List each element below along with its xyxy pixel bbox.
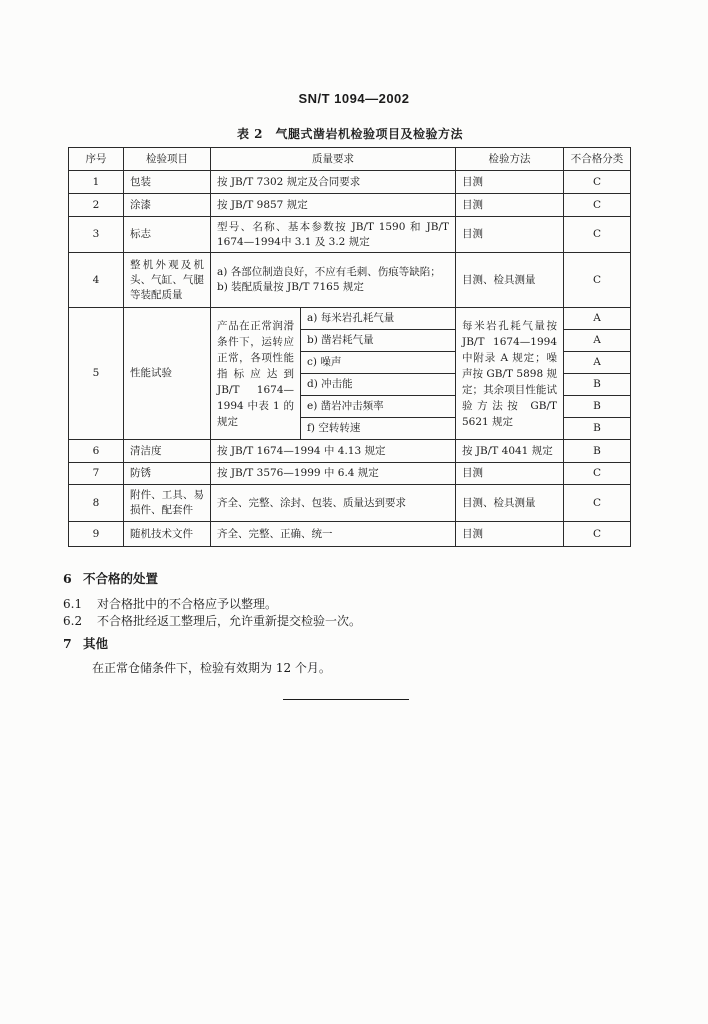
cell-requirement: 齐全、完整、涂封、包装、质量达到要求 (211, 485, 456, 522)
clause-text: 对合格批中的不合格应予以整理。 (97, 597, 278, 611)
cell-requirement (211, 253, 456, 308)
cell-item: 包装 (124, 171, 211, 194)
cell-method: 目测 (456, 463, 564, 485)
cell-class: B (564, 418, 631, 440)
cell-item: 随机技术文件 (124, 522, 211, 547)
table-header-row (69, 148, 631, 171)
cell-no: 6 (69, 440, 124, 463)
cell-class: C (564, 522, 631, 547)
cell-no: 1 (69, 171, 124, 194)
cell-class: B (564, 440, 631, 463)
inspection-table (68, 147, 631, 547)
cell-no: 4 (69, 253, 124, 308)
section-6-heading (63, 569, 158, 587)
cell-item: 标志 (124, 217, 211, 253)
cell-sub-item: c) 噪声 (301, 352, 456, 374)
table-row (69, 463, 631, 485)
cell-class: B (564, 396, 631, 418)
clause-text: 不合格批经返工整理后，允许重新提交检验一次。 (97, 614, 362, 628)
cell-requirement: 按 JB/T 9857 规定 (211, 194, 456, 217)
cell-requirement: 齐全、完整、正确、统一 (211, 522, 456, 547)
cell-class: C (564, 253, 631, 308)
cell-class: C (564, 171, 631, 194)
cell-sub-item: d) 冲击能 (301, 374, 456, 396)
cell-requirement: 按 JB/T 7302 规定及合同要求 (211, 171, 456, 194)
cell-sub-item: a) 每米岩孔耗气量 (301, 308, 456, 330)
table-row (69, 217, 631, 253)
cell-item: 涂漆 (124, 194, 211, 217)
cell-method: 目测 (456, 217, 564, 253)
cell-requirement: 按 JB/T 3576—1999 中 6.4 规定 (211, 463, 456, 485)
cell-class: C (564, 463, 631, 485)
cell-requirement: 型号、名称、基本参数按 JB/T 1590 和 JB/T 1674—1994中 3.1 及 3.2 规定 (211, 217, 456, 253)
cell-item: 防锈 (124, 463, 211, 485)
cell-no: 9 (69, 522, 124, 547)
cell-item: 清洁度 (124, 440, 211, 463)
standard-code-header: SN/T 1094—2002 (298, 91, 410, 106)
cell-no: 2 (69, 194, 124, 217)
clause-number: 6.1 (63, 597, 83, 611)
col-header-method: 检验方法 (456, 148, 564, 171)
section-7-paragraph: 在正常仓储条件下，检验有效期为 12 个月。 (92, 661, 331, 675)
cell-method: 目测 (456, 194, 564, 217)
cell-item: 整机外观及机头、气缸、气腿等装配质量 (124, 253, 211, 308)
cell-no: 5 (69, 308, 124, 440)
section-title: 不合格的处置 (83, 571, 159, 586)
end-rule (283, 699, 409, 700)
cell-method: 按 JB/T 4041 规定 (456, 440, 564, 463)
col-header-item: 检验项目 (124, 148, 211, 171)
cell-no: 7 (69, 463, 124, 485)
clause-number: 6.2 (63, 614, 83, 628)
clause-6-2 (63, 612, 361, 629)
section-title: 其他 (83, 636, 109, 651)
table-caption: 表 2 气腿式凿岩机检验项目及检验方法 (236, 127, 464, 141)
clause-6-1 (63, 595, 277, 612)
cell-class: B (564, 374, 631, 396)
cell-class: C (564, 194, 631, 217)
requirement-line: a) 各部位制造良好，不应有毛刺、伤痕等缺陷； (217, 266, 441, 278)
cell-requirement: 产品在正常润滑条件下，运转应正常，各项性能指标应达到 JB/T 1674—1994 中表 1 的规定 (211, 308, 301, 440)
table-row (69, 485, 631, 522)
table-row (69, 440, 631, 463)
cell-class: A (564, 308, 631, 330)
section-number: 6 (63, 571, 72, 586)
col-header-requirement: 质量要求 (211, 148, 456, 171)
cell-class: A (564, 352, 631, 374)
table-row (69, 308, 631, 330)
cell-sub-item: f) 空转转速 (301, 418, 456, 440)
cell-sub-item: b) 凿岩耗气量 (301, 330, 456, 352)
cell-class: A (564, 330, 631, 352)
cell-method: 每米岩孔耗气量按 JB/T 1674—1994 中附录 A 规定；噪声按 GB/T 5898 规定；其余项目性能试验方法按 GB/T 5621 规定 (456, 308, 564, 440)
section-number: 7 (63, 636, 72, 651)
cell-method: 目测 (456, 522, 564, 547)
table-row (69, 253, 631, 308)
cell-class: C (564, 217, 631, 253)
requirement-line: b) 装配质量按 JB/T 7165 规定 (217, 281, 364, 293)
table-row (69, 171, 631, 194)
cell-item: 性能试验 (124, 308, 211, 440)
col-header-no: 序号 (69, 148, 124, 171)
cell-method: 目测、检具测量 (456, 485, 564, 522)
table-row (69, 194, 631, 217)
cell-method: 目测、检具测量 (456, 253, 564, 308)
cell-class: C (564, 485, 631, 522)
section-7-heading (63, 634, 108, 652)
cell-no: 8 (69, 485, 124, 522)
cell-sub-item: e) 凿岩冲击频率 (301, 396, 456, 418)
cell-no: 3 (69, 217, 124, 253)
cell-method: 目测 (456, 171, 564, 194)
cell-item: 附件、工具、易损件、配套件 (124, 485, 211, 522)
table-row (69, 522, 631, 547)
col-header-class: 不合格分类 (564, 148, 631, 171)
cell-requirement: 按 JB/T 1674—1994 中 4.13 规定 (211, 440, 456, 463)
